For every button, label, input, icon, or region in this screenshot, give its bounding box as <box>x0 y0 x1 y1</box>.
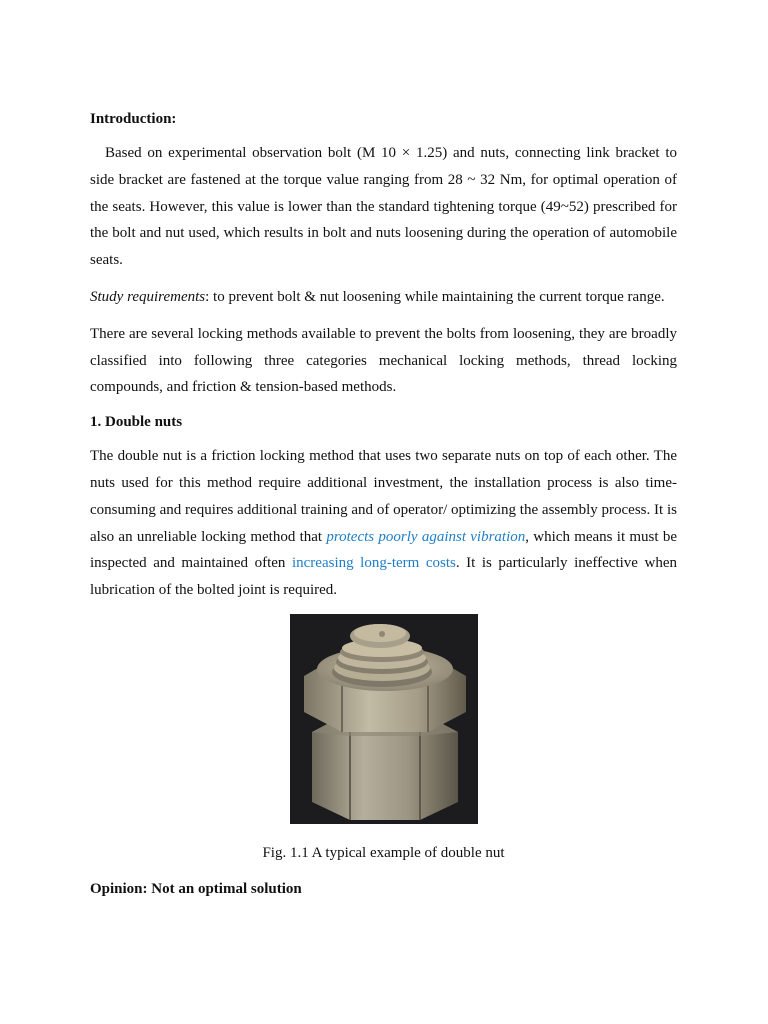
document-page <box>90 108 677 910</box>
introduction-heading: Introduction: <box>90 111 177 127</box>
figure-caption: Fig. 1.1 A typical example of double nut <box>262 844 505 861</box>
locking-methods-paragraph: There are several locking methods available to prevent the bolts from loosening, they are broadly classified into following three categories mechanical locking methods, thread locking compounds, and friction & tension-based methods. <box>90 325 677 396</box>
study-requirements-label: Study requirements <box>90 288 206 305</box>
double-nuts-heading: 1. Double nuts <box>90 414 183 431</box>
long-term-costs-link[interactable]: increasing long-term costs <box>291 555 456 572</box>
double-nut-photo <box>290 614 478 824</box>
figure-container <box>90 614 677 824</box>
study-requirements-text: : to prevent bolt & nut loosening while maintaining the current torque range. <box>205 288 665 305</box>
intro-paragraph: Based on experimental observation bolt (M 10 × 1.25) and nuts, connecting link bracket to side bracket are fastened at the torque value ranging from 28 ~ 32 Nm, for optimal operation of the seats. However, this value is lower than the standard tightening torque (49~52) prescribed for the bolt and nut used, which results in bolt and nuts loosening during the operation of automobile seats. <box>90 145 677 269</box>
double-nuts-text-a: The double nut is a friction locking method that uses two separate nuts on top of each other. The nuts used for this method require additional investment, the installation process is also time-consuming and requires additional training and of operator/ optimizing the assembly process. It is also an unreliable locking method that <box>90 448 677 545</box>
opinion-heading: Opinion: Not an optimal solution <box>90 880 302 897</box>
double-nuts-text-c: . It is particularly ineffective when lubrication of the bolted joint is required. <box>90 555 677 599</box>
study-requirements-paragraph <box>90 284 677 311</box>
double-nuts-text-b: , which means it must be inspected and maintained often <box>90 528 677 572</box>
vibration-link[interactable]: protects poorly against vibration <box>326 528 526 545</box>
double-nuts-paragraph <box>90 443 677 604</box>
